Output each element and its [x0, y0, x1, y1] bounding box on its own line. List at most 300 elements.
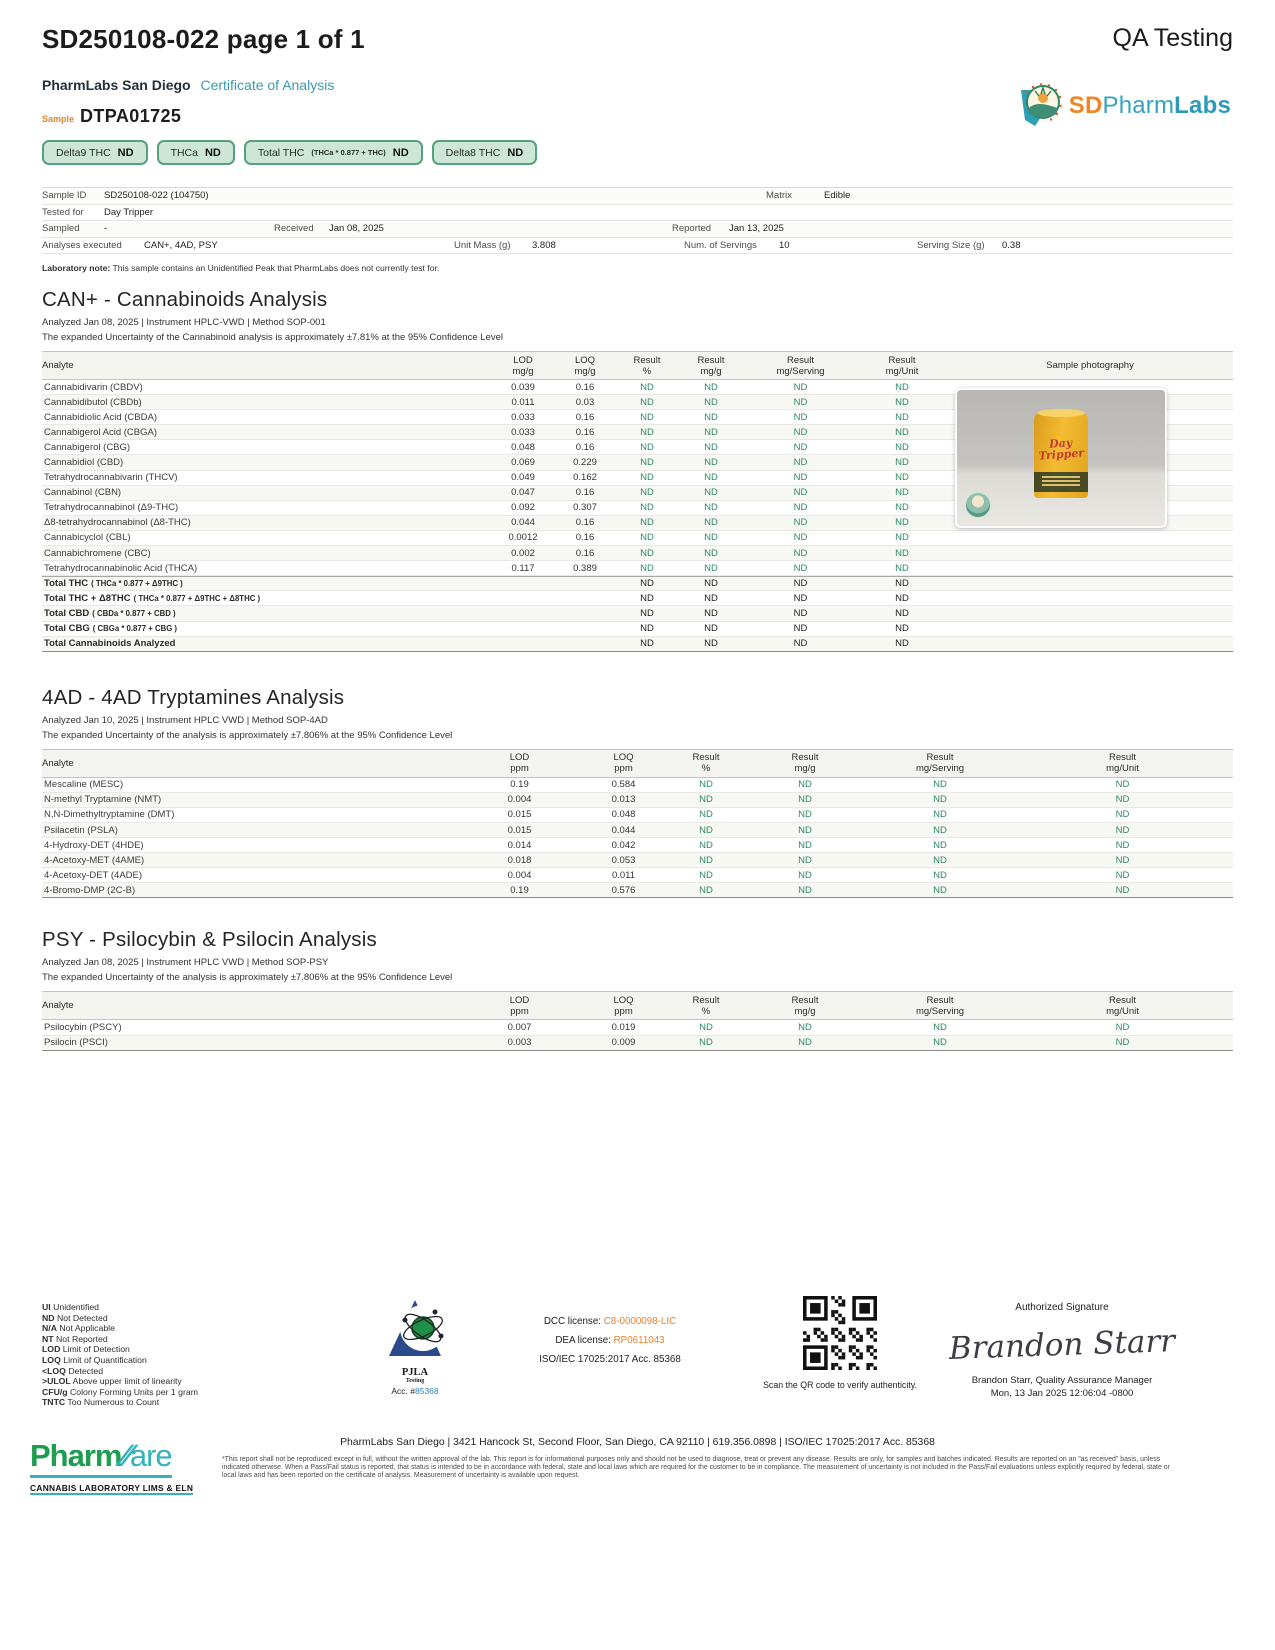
lod-value: 0.004 — [507, 794, 532, 806]
result-value: ND — [640, 623, 654, 635]
header-line1: LOD — [513, 354, 533, 366]
result-value: ND — [793, 457, 808, 469]
photo-background — [957, 390, 1165, 526]
info-value: Jan 08, 2025 — [329, 223, 384, 235]
cannabinoid-badge — [432, 140, 538, 165]
cannabinoid-badge — [157, 140, 235, 165]
loq-value: 0.16 — [575, 532, 595, 544]
header-line2: mg/Serving — [915, 1005, 965, 1017]
analyte-name: Total CBD — [44, 607, 90, 619]
header-line1: Result — [692, 994, 720, 1006]
info-value: - — [104, 223, 108, 235]
analyte-name: Total Cannabinoids Analyzed — [44, 638, 176, 650]
sample-id: DTPA01725 — [80, 106, 182, 126]
header-line2: mg/g — [794, 1005, 816, 1017]
brand-pharm: Pharm — [1102, 92, 1175, 119]
table-row — [42, 808, 1233, 823]
analyte-name: Cannabidibutol (CBDb) — [44, 396, 142, 408]
info-label: Matrix — [766, 190, 792, 202]
laboratory-note-text: This sample contains an Unidentified Peak that PharmLabs does not currently test for. — [112, 263, 440, 273]
header-line1: Result — [692, 752, 720, 764]
result-value: ND — [640, 502, 654, 514]
tryptamines-uncertainty: The expanded Uncertainty of the analysis is approximately ±7.806% at the 95% Confidence Level — [42, 729, 453, 741]
brand-wordmark — [1069, 92, 1231, 120]
lod-value: 0.044 — [511, 517, 535, 529]
analyte-name: 4-Bromo-DMP (2C-B) — [44, 884, 136, 896]
badge-label: Delta8 THC — [445, 146, 501, 159]
analyte-cell — [42, 779, 462, 790]
header-line1: Analyte — [42, 757, 74, 769]
info-label: Sample ID — [42, 190, 87, 202]
info-value: 0.38 — [1002, 239, 1021, 251]
loq-value: 0.16 — [575, 487, 595, 499]
tryptamines-meta: Analyzed Jan 10, 2025 | Instrument HPLC VWD | Method SOP-4AD — [42, 714, 328, 726]
can-table — [42, 351, 1233, 652]
result-value: ND — [640, 411, 654, 423]
legend-abbr: LOD — [42, 1344, 61, 1355]
result-value: ND — [895, 607, 909, 619]
analyte-cell — [42, 412, 492, 423]
lod-value: 0.011 — [511, 396, 535, 408]
loq-value: 0.16 — [575, 426, 595, 438]
signature-script: Brandon Starr — [948, 1323, 1176, 1367]
analyte-name: Psilacetin (PSLA) — [44, 824, 118, 836]
header-line1: Result — [787, 354, 814, 366]
header-line2: % — [701, 1005, 711, 1017]
analyte-cell — [42, 885, 462, 896]
result-value: ND — [895, 592, 909, 604]
header-line2: % — [701, 763, 711, 775]
result-value: ND — [933, 779, 947, 791]
header-line1: Result — [926, 994, 954, 1006]
result-value: ND — [895, 441, 909, 453]
header-line1: Result — [791, 752, 819, 764]
analyte-name: Cannabidivarin (CBDV) — [44, 381, 143, 393]
info-value: Edible — [824, 190, 851, 202]
cannabinoid-badge — [244, 140, 423, 165]
analyte-cell — [42, 870, 462, 881]
legend-abbr: <LOQ — [42, 1365, 66, 1376]
result-value: ND — [793, 623, 808, 635]
result-value: ND — [699, 1037, 713, 1049]
qa-testing-label: QA Testing — [1112, 24, 1233, 52]
pjla-acc-num: 85368 — [414, 1386, 439, 1396]
analyte-name: Psilocin (PSCI) — [44, 1037, 108, 1049]
loq-value: 0.019 — [611, 1021, 636, 1033]
lod-value: 0.19 — [510, 884, 529, 896]
lab-address-line: PharmLabs San Diego | 3421 Hancock St, Second Floor, San Diego, CA 92110 | 619.356.0898 | ISO/IEC 17025:2017 Acc. 85368 — [340, 1437, 935, 1448]
table-row — [42, 1036, 1233, 1051]
legend-abbr: LOQ — [42, 1354, 61, 1365]
tryptamines-table — [42, 749, 1233, 899]
result-value: ND — [1115, 869, 1130, 881]
column-header — [1012, 995, 1233, 1017]
info-value: 3.808 — [532, 239, 556, 251]
can-uncertainty: The expanded Uncertainty of the Cannabinoid analysis is approximately ±7.81% at the 95% Confidence Level — [42, 332, 503, 343]
can-meta: Analyzed Jan 08, 2025 | Instrument HPLC-VWD | Method SOP-001 — [42, 317, 326, 328]
result-value: ND — [704, 592, 718, 604]
header-line1: Result — [791, 994, 819, 1006]
result-value: ND — [895, 578, 909, 590]
loq-value: 0.03 — [575, 396, 595, 408]
header-line2: ppm — [510, 1005, 529, 1017]
result-value: ND — [798, 884, 812, 896]
analyte-cell — [42, 794, 462, 805]
loq-value: 0.042 — [611, 839, 636, 851]
analyte-name: 4-Acetoxy-MET (4AME) — [44, 854, 145, 866]
result-value: ND — [895, 472, 909, 484]
psy-uncertainty: The expanded Uncertainty of the analysis is approximately ±7.806% at the 95% Confidence Level — [42, 972, 453, 984]
result-value: ND — [933, 1037, 947, 1049]
analyte-cell — [42, 397, 492, 408]
loq-value: 0.584 — [611, 779, 636, 791]
result-value: ND — [895, 487, 909, 499]
result-value: ND — [798, 824, 812, 836]
qr-code-icon — [803, 1296, 877, 1370]
table-row — [42, 637, 1233, 652]
analyte-cell — [42, 623, 492, 634]
analyte-formula: ( CBGa * 0.877 + CBG ) — [92, 624, 178, 634]
header-line2: mg/Serving — [776, 365, 825, 377]
loq-value: 0.011 — [611, 869, 636, 881]
analyte-name: N-methyl Tryptamine (NMT) — [44, 794, 162, 806]
legend-abbr: >ULOL — [42, 1376, 71, 1387]
result-value: ND — [704, 441, 718, 453]
lod-value: 0.039 — [511, 381, 535, 393]
result-value: ND — [699, 1021, 713, 1033]
result-value: ND — [895, 396, 909, 408]
badge-label: Delta9 THC — [56, 146, 111, 159]
result-value: ND — [895, 457, 909, 469]
psy-section-title: PSY - Psilocybin & Psilocin Analysis — [42, 928, 377, 952]
badge-formula: (THCa * 0.877 + THC) — [311, 148, 386, 157]
result-value: ND — [640, 638, 654, 650]
can-table-header — [42, 351, 1233, 380]
header-line2: mg/g — [700, 365, 722, 377]
legend-item: N/A Not Applicable — [42, 1323, 115, 1334]
column-header — [42, 1000, 462, 1011]
result-value: ND — [640, 532, 654, 544]
legend-abbr: TNTC — [42, 1397, 66, 1408]
result-value: ND — [895, 517, 909, 529]
column-header — [857, 355, 947, 377]
result-value: ND — [1115, 854, 1130, 866]
tryptamines-table-header — [42, 749, 1233, 778]
result-value: ND — [793, 562, 808, 574]
tryptamines-table-rows — [42, 778, 1233, 899]
qr-verification — [755, 1296, 925, 1390]
result-value: ND — [704, 457, 718, 469]
legend-item: NT Not Reported — [42, 1333, 108, 1344]
iso-accreditation-line: ISO/IEC 17025:2017 Acc. 85368 — [539, 1354, 681, 1365]
analyte-name: Cannabidiolic Acid (CBDA) — [44, 411, 157, 423]
lod-value: 0.19 — [510, 779, 529, 791]
lod-value: 0.047 — [511, 487, 535, 499]
analyte-cell — [42, 638, 492, 649]
analyte-name: Mescaline (MESC) — [44, 779, 124, 791]
table-row — [42, 606, 1233, 621]
sdpharmlabs-logo — [1013, 80, 1231, 132]
result-value: ND — [640, 472, 654, 484]
analyte-name: Total THC + Δ8THC — [44, 592, 131, 604]
result-value: ND — [933, 1021, 947, 1033]
result-value: ND — [793, 517, 808, 529]
info-label: Analyses executed — [42, 239, 122, 251]
info-value: Jan 13, 2025 — [729, 223, 784, 235]
report-disclaimer: *This report shall not be reproduced except in full, without the written approval of the lab. This report is for informational purposes only and should not be used to diagnose, treat or prevent any disease. Results are only, for samples and batches indicated. Results are reported on an "as received" basis, unless indicated otherwise. When a Pass/Fail status is reported, that status is intended to be in accordance with federal, state and local laws which are required for the customer to be in compliance. The measurement of uncertainty is not included in the Pass/Fail evaluations unless explicitly required by federal, state or local laws and has been reported on the certificate of analysis. Measurement of uncertainty is available upon request. — [222, 1456, 1170, 1480]
column-header — [42, 758, 462, 769]
table-row — [42, 591, 1233, 606]
header-line1: Analyte — [42, 1000, 74, 1012]
result-value: ND — [798, 1021, 812, 1033]
loq-value: 0.048 — [611, 809, 636, 821]
column-header — [577, 995, 670, 1017]
analyte-name: Tetrahydrocannabinol (Δ9-THC) — [44, 502, 179, 514]
license-label: DEA license: — [555, 1335, 614, 1346]
header-line1: Result — [697, 354, 725, 366]
column-header — [492, 355, 554, 377]
result-value: ND — [793, 547, 808, 559]
result-value: ND — [699, 794, 713, 806]
result-value: ND — [895, 532, 909, 544]
table-row — [42, 823, 1233, 838]
result-value: ND — [793, 592, 808, 604]
legend-abbr: NT — [42, 1333, 54, 1344]
analyte-cell — [42, 532, 492, 543]
document-title: SD250108-022 page 1 of 1 — [42, 24, 365, 54]
header-line2: mg/Unit — [885, 365, 919, 377]
lod-value: 0.018 — [507, 854, 532, 866]
signer-name-role: Brandon Starr, Quality Assurance Manager — [971, 1375, 1153, 1386]
analyte-name: Cannabidiol (CBD) — [44, 457, 124, 469]
lod-value: 0.033 — [511, 411, 535, 423]
header-line1: LOD — [509, 752, 530, 764]
info-label: Tested for — [42, 206, 84, 218]
result-value: ND — [793, 472, 808, 484]
result-value: ND — [895, 426, 909, 438]
laboratory-note-label: Laboratory note: — [42, 263, 111, 273]
signature-title: Authorized Signature — [1015, 1302, 1109, 1313]
analyte-cell — [42, 442, 492, 453]
analyte-cell — [42, 427, 492, 438]
table-row — [42, 853, 1233, 868]
result-value: ND — [933, 854, 947, 866]
photo-column-header: Sample photography — [1046, 360, 1134, 371]
column-header — [744, 355, 857, 377]
badge-value: ND — [204, 146, 221, 159]
header-line2: mg/g — [794, 763, 816, 775]
result-value: ND — [1115, 824, 1130, 836]
column-header — [670, 752, 742, 774]
table-row — [42, 622, 1233, 637]
loq-value: 0.162 — [573, 472, 597, 484]
brand-labs: Labs — [1174, 92, 1231, 119]
header-line1: Result — [1109, 994, 1136, 1006]
analyte-formula: ( THCa * 0.877 + Δ9THC + Δ8THC ) — [133, 593, 261, 603]
result-value: ND — [793, 502, 808, 514]
analyte-cell — [42, 840, 462, 851]
result-value: ND — [895, 623, 909, 635]
pharmware-slash-icon: ∕∕ — [121, 1438, 130, 1473]
table-row — [42, 793, 1233, 808]
table-row — [42, 838, 1233, 853]
analyte-cell — [42, 472, 492, 483]
pjla-accreditation-number — [368, 1386, 462, 1396]
license-line — [500, 1316, 720, 1327]
result-value: ND — [640, 517, 654, 529]
result-value: ND — [704, 396, 718, 408]
loq-value: 0.013 — [611, 794, 636, 806]
loq-value: 0.16 — [575, 411, 595, 423]
result-value: ND — [640, 381, 654, 393]
column-header — [577, 752, 670, 774]
result-value: ND — [640, 578, 654, 590]
legend-item: TNTC Too Numerous to Count — [42, 1397, 160, 1408]
lod-value: 0.007 — [507, 1021, 532, 1033]
result-value: ND — [1115, 779, 1130, 791]
legend-item: LOQ Limit of Quantification — [42, 1354, 147, 1365]
pjla-logo-icon — [379, 1298, 451, 1360]
analyte-name: Total CBG — [44, 623, 90, 635]
result-value: ND — [699, 839, 713, 851]
table-row — [42, 546, 1233, 561]
lod-value: 0.048 — [511, 441, 535, 453]
loq-value: 0.389 — [573, 562, 597, 574]
certificate-of-analysis-label: Certificate of Analysis — [200, 77, 335, 93]
analyte-cell — [42, 563, 492, 574]
result-value: ND — [704, 472, 718, 484]
info-label: Num. of Servings — [684, 239, 757, 251]
pharmware-wordmark — [30, 1438, 172, 1478]
result-value: ND — [933, 809, 947, 821]
header-line1: Result — [633, 354, 661, 366]
psy-table — [42, 991, 1233, 1050]
legend-abbr: UI — [42, 1302, 51, 1312]
pharmlabs-seal-icon — [1013, 80, 1065, 132]
cannabinoid-badge — [42, 140, 148, 165]
column-header — [742, 995, 868, 1017]
lod-value: 0.003 — [507, 1037, 532, 1049]
result-value: ND — [704, 607, 718, 619]
result-value: ND — [699, 869, 713, 881]
license-label: DCC license: — [543, 1316, 604, 1327]
analyte-cell — [42, 809, 462, 820]
abbreviation-legend — [42, 1302, 198, 1408]
analyte-cell — [42, 487, 492, 498]
analyte-cell — [42, 382, 492, 393]
header-line2: mg/g — [512, 365, 534, 377]
analyte-name: Psilocybin (PSCY) — [44, 1021, 122, 1033]
info-label: Unit Mass (g) — [454, 239, 511, 251]
license-value: RP0611043 — [613, 1335, 665, 1346]
analyte-cell — [42, 548, 492, 559]
psy-meta: Analyzed Jan 08, 2025 | Instrument HPLC VWD | Method SOP-PSY — [42, 957, 329, 969]
result-value: ND — [895, 502, 909, 514]
result-value: ND — [1115, 809, 1130, 821]
analyte-name: Total THC — [44, 578, 89, 590]
legend-abbr: CFU/g — [42, 1386, 68, 1397]
result-value: ND — [704, 411, 718, 423]
column-header — [742, 752, 868, 774]
license-value: C8-0000098-LIC — [603, 1316, 677, 1327]
table-row — [42, 868, 1233, 883]
lod-value: 0.015 — [507, 824, 532, 836]
loq-value: 0.044 — [611, 824, 636, 836]
result-value: ND — [793, 532, 808, 544]
info-label: Received — [274, 223, 314, 235]
lod-value: 0.117 — [511, 562, 535, 574]
column-header — [42, 360, 492, 371]
lod-value: 0.002 — [511, 547, 535, 559]
result-value: ND — [640, 457, 654, 469]
result-value: ND — [798, 854, 812, 866]
badge-value: ND — [117, 146, 134, 159]
analyte-name: Cannabichromene (CBC) — [44, 547, 151, 559]
result-value: ND — [640, 441, 654, 453]
result-value: ND — [640, 547, 654, 559]
loq-value: 0.229 — [573, 457, 597, 469]
header-line1: LOQ — [613, 994, 634, 1006]
result-value: ND — [699, 809, 713, 821]
license-block — [500, 1316, 720, 1373]
signature-datetime: Mon, 13 Jan 2025 12:06:04 -0800 — [990, 1388, 1134, 1399]
header-line2: ppm — [614, 763, 633, 775]
column-header — [616, 355, 678, 377]
analyte-name: Cannabigerol (CBG) — [44, 441, 131, 453]
column-header — [678, 355, 744, 377]
lod-value: 0.004 — [507, 869, 532, 881]
result-value: ND — [640, 487, 654, 499]
result-value: ND — [793, 638, 808, 650]
table-row — [42, 531, 1233, 546]
header-line2: ppm — [510, 763, 529, 775]
analyte-name: Cannabigerol Acid (CBGA) — [44, 426, 157, 438]
result-value: ND — [699, 854, 713, 866]
analyte-name: 4-Hydroxy-DET (4HDE) — [44, 839, 144, 851]
legend-item: >ULOL Above upper limit of linearity — [42, 1376, 182, 1387]
result-value: ND — [798, 869, 812, 881]
analyte-formula: ( CBDa * 0.877 + CBD ) — [92, 608, 176, 618]
analyte-cell — [42, 578, 492, 589]
result-value: ND — [699, 779, 713, 791]
result-value: ND — [1115, 794, 1130, 806]
loq-value: 0.16 — [575, 381, 595, 393]
info-label: Reported — [672, 223, 712, 235]
result-value: ND — [704, 532, 718, 544]
page-header — [42, 24, 1233, 55]
result-value: ND — [699, 824, 713, 836]
pharmware-tagline: CANNABIS LABORATORY LIMS & ELN — [30, 1483, 194, 1493]
result-value: ND — [1115, 839, 1130, 851]
badge-value: ND — [392, 146, 409, 159]
result-value: ND — [793, 411, 808, 423]
legend-item: UI Unidentified — [42, 1302, 99, 1312]
result-value: ND — [895, 562, 909, 574]
analyte-cell — [42, 502, 492, 513]
result-value: ND — [793, 381, 808, 393]
analyte-cell — [42, 1037, 462, 1048]
result-value: ND — [793, 441, 808, 453]
analyte-cell — [42, 825, 462, 836]
header-line1: LOD — [509, 994, 530, 1006]
result-value: ND — [798, 779, 812, 791]
info-label: Sampled — [42, 223, 80, 235]
loq-value: 0.576 — [611, 884, 636, 896]
header-line2: mg/Serving — [915, 763, 965, 775]
info-value: 10 — [779, 239, 790, 251]
table-row — [42, 778, 1233, 793]
legend-abbr: N/A — [42, 1323, 57, 1334]
